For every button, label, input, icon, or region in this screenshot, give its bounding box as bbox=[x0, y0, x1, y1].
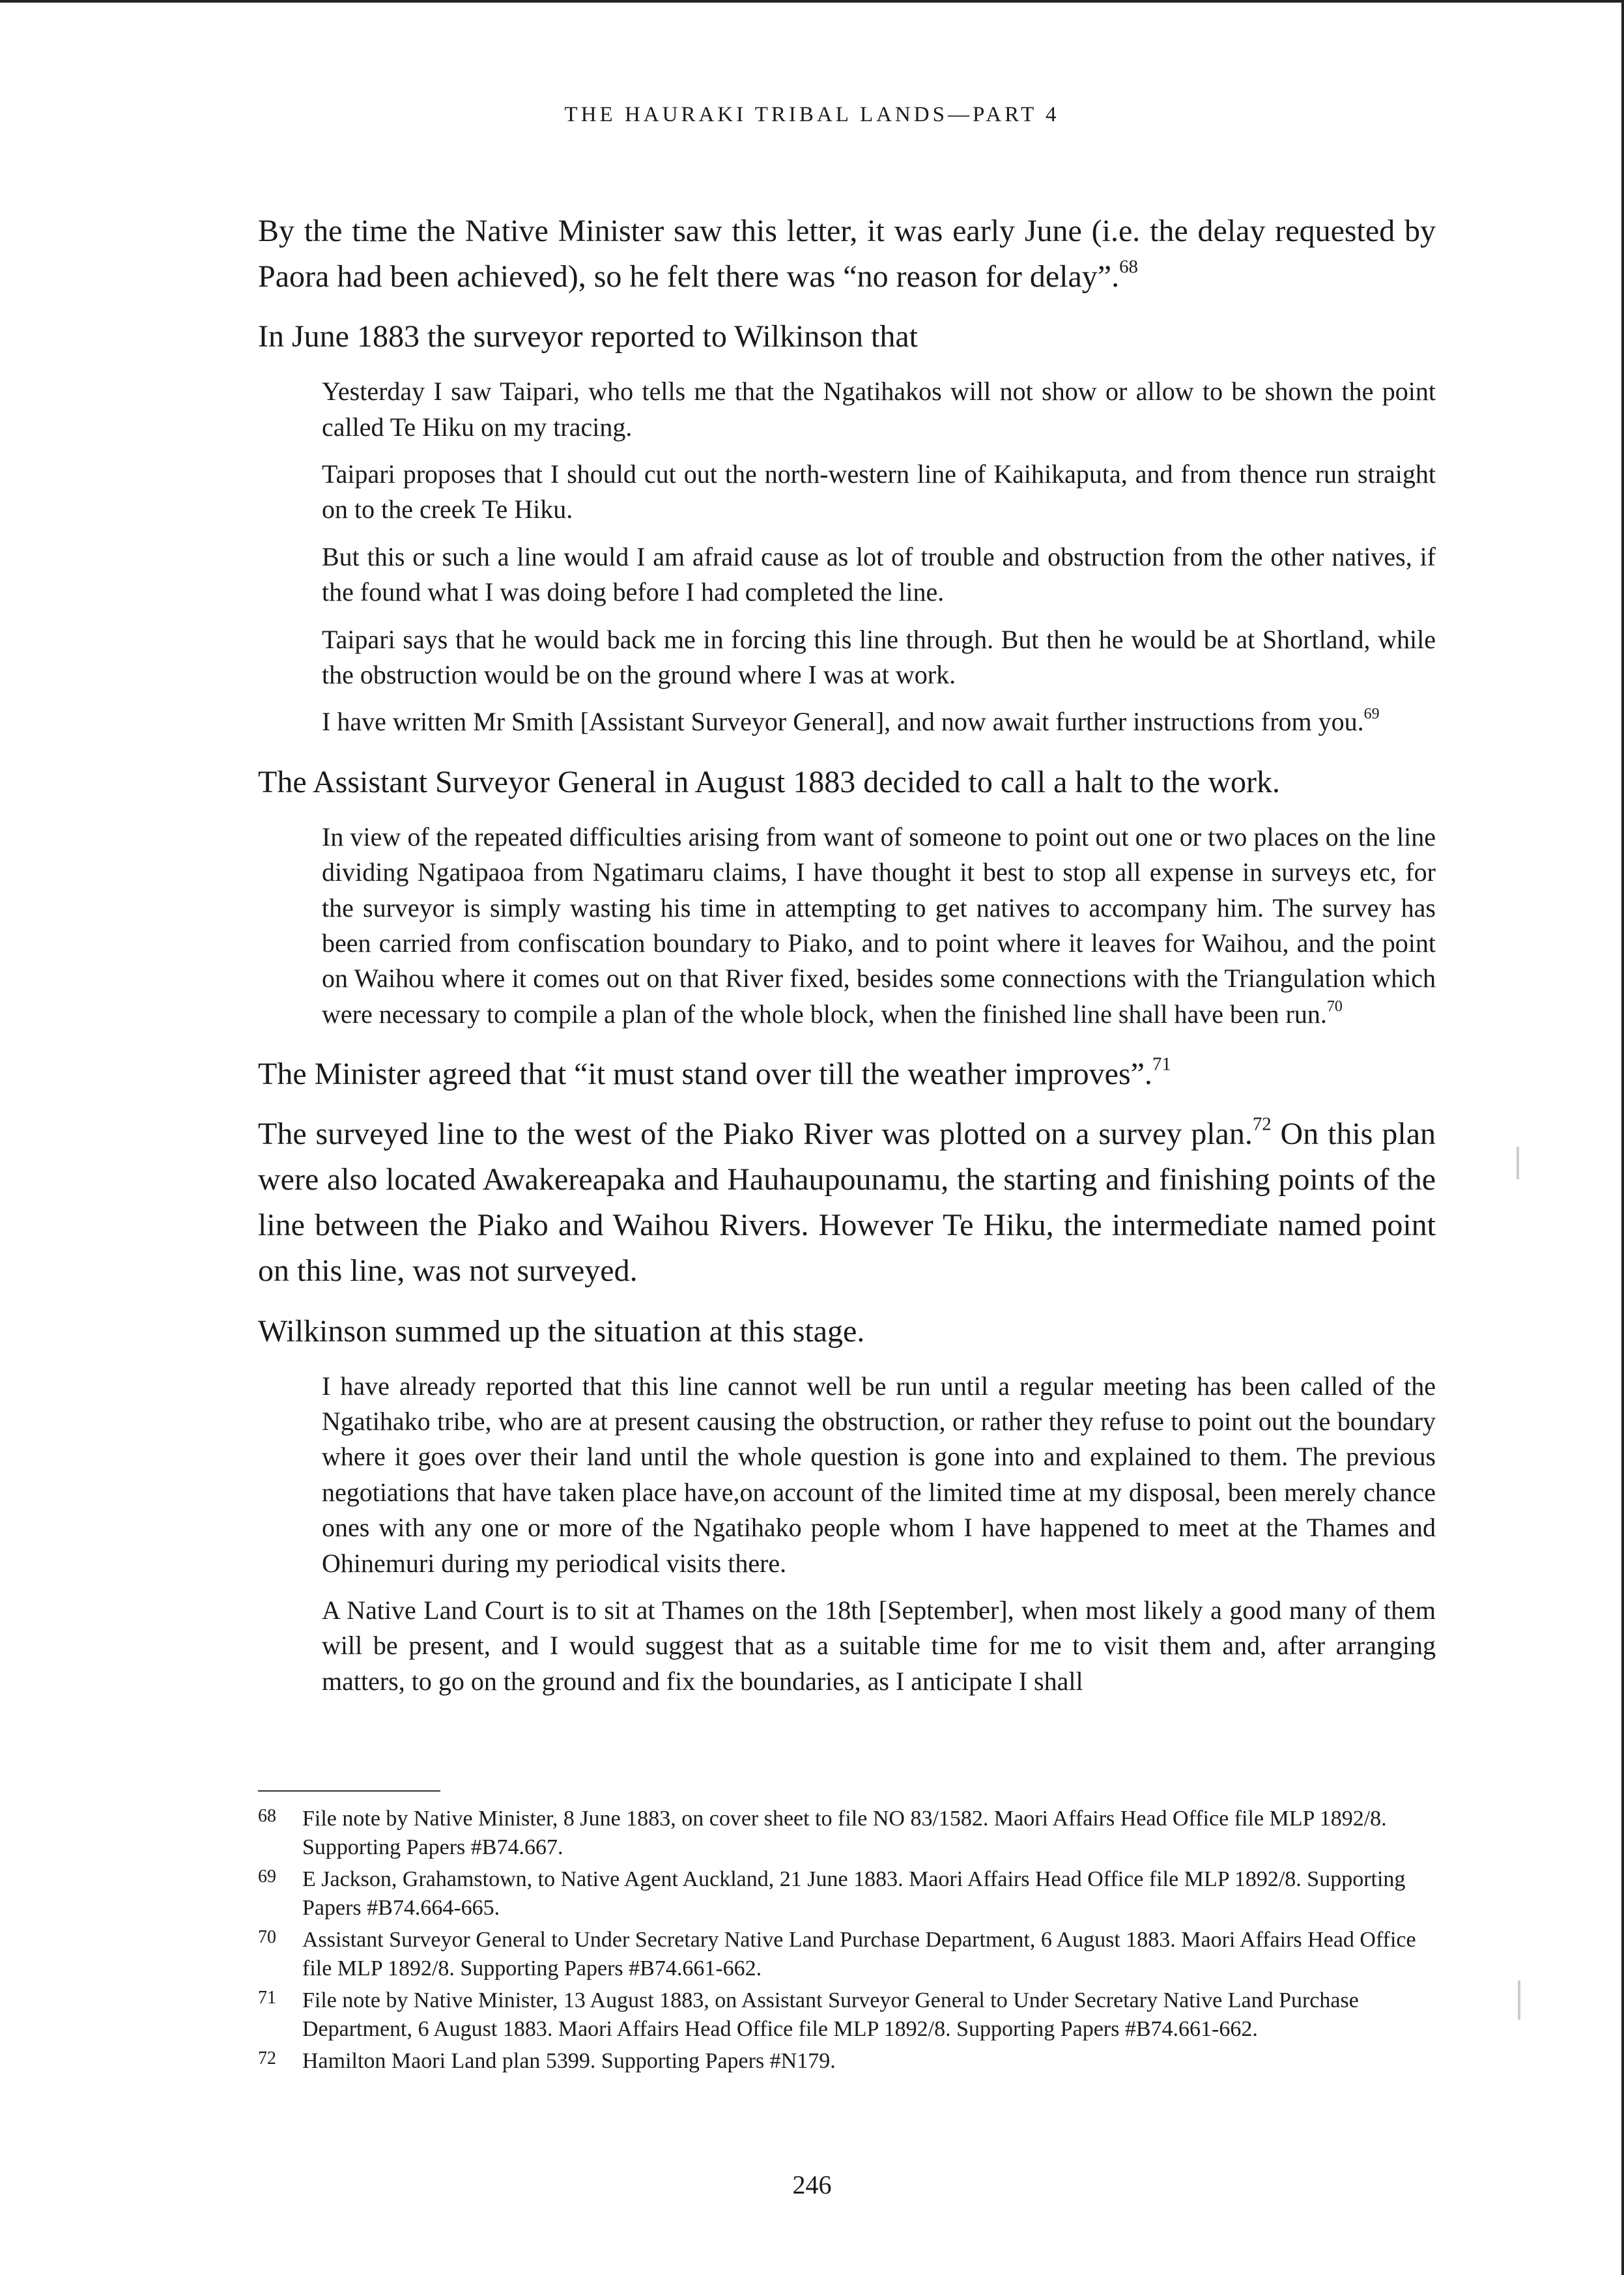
paragraph: The Assistant Surveyor General in August 1883 decided to call a halt to the work. bbox=[258, 764, 1280, 799]
footnote-ref[interactable]: 72 bbox=[1252, 1113, 1272, 1135]
quote-text: In view of the repeated difficulties arising from want of someone to point out one or two places on the line dividing Ngatipaoa from Ngatimaru claims, I have thought it best to stop all expense in surveys etc, for the surveyor is simply wasting his time in attempting to get natives to accompany him. The survey has been carried from confiscation boundary to Piako, and to point where it leaves for Waihou, and the point on Waihou where it comes out on that River fixed, besides some connections with the Triangulation which were necessary to compile a plan of the whole block, when the finished line shall have been run. bbox=[322, 822, 1436, 1029]
quote-paragraph: But this or such a line would I am afraid cause as lot of trouble and obstruction from the other natives, if the found what I was doing before I had completed the line. bbox=[322, 541, 1436, 607]
paragraph-text: The Minister agreed that “it must stand over till the weather improves”. bbox=[258, 1057, 1152, 1092]
scan-mark bbox=[1518, 1981, 1520, 2020]
paragraph-text: By the time the Native Minister saw this letter, it was early June (i.e. the delay requested by Paora had been achieved), so he felt there was “no reason for delay”. bbox=[258, 214, 1436, 294]
footnote-text: Hamilton Maori Land plan 5399. Supporting Papers #N179. bbox=[302, 2049, 836, 2074]
quote-paragraph: I have already reported that this line cannot well be run until a regular meeting has been called of the Ngatihako tribe, who are at present causing the obstruction, or rather they refuse to point out the boundary where it goes over their land until the whole question is gone into and explained to them. The previous negotiations that have taken place have,on account of the limited time at my disposal, been merely chance ones with any one or more of the Ngatihako people whom I have happened to meet at the Thames and Ohinemuri during my periodical visits there. bbox=[322, 1371, 1436, 1578]
footnote bbox=[258, 1926, 1436, 1982]
footnote-ref[interactable]: 71 bbox=[1152, 1053, 1171, 1075]
footnote bbox=[258, 1865, 1436, 1922]
footnote bbox=[258, 1986, 1436, 2043]
footnote-text: Assistant Surveyor General to Under Secretary Native Land Purchase Department, 6 August 1883. Maori Affairs Head Office file MLP 1892/8. Supporting Papers #B74.661-662. bbox=[302, 1928, 1416, 1981]
quote-paragraph: Yesterday I saw Taipari, who tells me that the Ngatihakos will not show or allow to be shown the point called Te Hiku on my tracing. bbox=[322, 377, 1436, 442]
quote-text: I have written Mr Smith [Assistant Surveyor General], and now await further instructions from you. bbox=[322, 707, 1364, 737]
footnote bbox=[258, 1805, 1436, 1861]
quote-paragraph: Taipari proposes that I should cut out the north-western line of Kaihikaputa, and from thence run straight on to the creek Te Hiku. bbox=[322, 459, 1436, 524]
paragraph bbox=[258, 1052, 1436, 1097]
paragraph: In June 1883 the surveyor reported to Wilkinson that bbox=[258, 319, 918, 354]
footnote-text: File note by Native Minister, 8 June 1883, on cover sheet to file NO 83/1582. Maori Affairs Head Office file MLP 1892/8. Supporting Papers #B74.667. bbox=[302, 1807, 1387, 1859]
footnote-ref[interactable]: 69 bbox=[1363, 706, 1380, 723]
paragraph-text: On this plan were also located Awakereapaka and Hauhaupounamu, the starting and finishing points of the line between the Piako and Waihou Rivers. However Te Hiku, the intermediate named point on this line, was not surveyed. bbox=[258, 1117, 1436, 1289]
quote-paragraph bbox=[322, 704, 1436, 739]
paragraph-text: The surveyed line to the west of the Piako River was plotted on a survey plan. bbox=[258, 1117, 1253, 1152]
paragraph: Wilkinson summed up the situation at this stage. bbox=[258, 1313, 865, 1349]
footnote-text: File note by Native Minister, 13 August 1883, on Assistant Surveyor General to Under Secretary Native Land Purchase Department, 6 August 1883. Maori Affairs Head Office file MLP 1892/8. Supporting Papers #B74.661-662. bbox=[302, 1988, 1359, 2041]
footnote bbox=[258, 2047, 1436, 2076]
paragraph bbox=[258, 208, 1436, 300]
footnote-text: E Jackson, Grahamstown, to Native Agent Auckland, 21 June 1883. Maori Affairs Head Office file MLP 1892/8. Supporting Papers #B74.664-665. bbox=[302, 1867, 1406, 1920]
block-quote bbox=[258, 374, 1436, 740]
paragraph bbox=[258, 1111, 1436, 1294]
quote-paragraph: A Native Land Court is to sit at Thames on the 18th [September], when most likely a good many of them will be present, and I would suggest that as a suitable time for me to visit them and, after arranging matters, to go on the ground and fix the boundaries, as I anticipate I shall bbox=[322, 1595, 1436, 1696]
footnote-rule bbox=[258, 1790, 440, 1792]
running-head: THE HAURAKI TRIBAL LANDS—PART 4 bbox=[564, 103, 1060, 126]
page-number: 246 bbox=[792, 2170, 832, 2199]
block-quote bbox=[258, 1369, 1436, 1700]
footnote-number: 68 bbox=[258, 1806, 276, 1826]
footnote-number: 71 bbox=[258, 1988, 276, 2009]
block-quote bbox=[258, 820, 1436, 1032]
quote-paragraph bbox=[322, 820, 1436, 1032]
body-text bbox=[258, 208, 1436, 1711]
footnote-number: 70 bbox=[258, 1927, 276, 1948]
footnote-number: 69 bbox=[258, 1867, 276, 1887]
footnote-ref[interactable]: 68 bbox=[1119, 256, 1138, 278]
footnote-number: 72 bbox=[258, 2048, 276, 2069]
scan-mark bbox=[1517, 1147, 1519, 1179]
quote-paragraph: Taipari says that he would back me in forcing this line through. But then he would be at Shortland, while the obstruction would be on the ground where I was at work. bbox=[322, 624, 1436, 689]
footnotes bbox=[258, 1805, 1436, 2080]
footnote-ref[interactable]: 70 bbox=[1326, 997, 1343, 1015]
